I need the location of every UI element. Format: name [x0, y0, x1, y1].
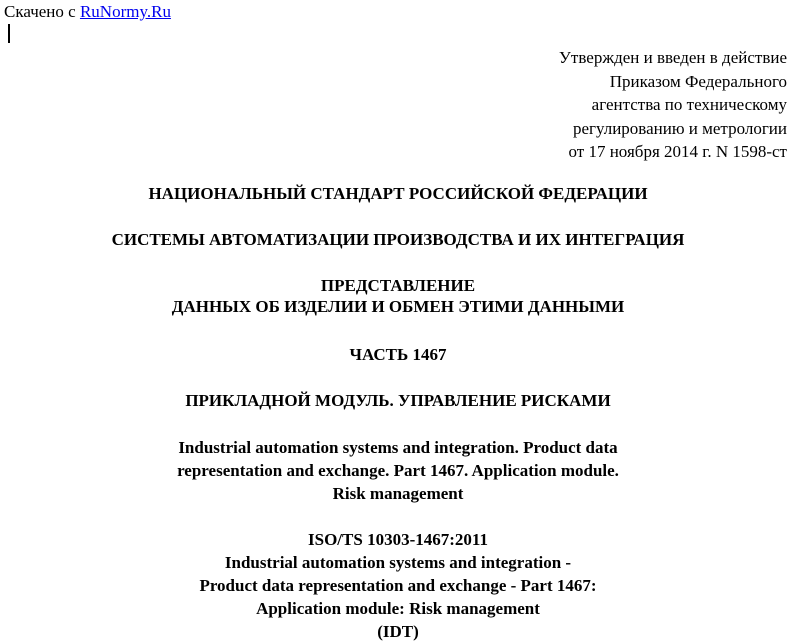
module-title: ПРИКЛАДНОЙ МОДУЛЬ. УПРАВЛЕНИЕ РИСКАМИ [185, 391, 611, 410]
english-title [0, 436, 790, 505]
subject-title [0, 275, 790, 317]
approval-line: Утвержден и введен в действие [558, 48, 787, 67]
iso-number: ISO/TS 10303-1467:2011 [308, 530, 488, 549]
english-title-line: Risk management [332, 484, 464, 503]
source-link[interactable]: RuNormy.Ru [79, 2, 171, 21]
approval-line: Приказом Федерального [609, 71, 787, 91]
part-number: ЧАСТЬ 1467 [349, 345, 447, 364]
iso-reference [0, 528, 790, 643]
approval-line: агентства по техническому [591, 95, 787, 114]
iso-title-line: Industrial automation systems and integration - [224, 553, 572, 572]
english-title-line: representation and exchange. Part 1467. Application module. [177, 461, 619, 480]
iso-title-line: Product data representation and exchange - Part 1467: [199, 576, 597, 595]
english-title-line: Industrial automation systems and integration. Product data [178, 438, 618, 457]
subject-line: ПРЕДСТАВЛЕНИЕ [320, 276, 476, 295]
subject-line: ДАННЫХ ОБ ИЗДЕЛИИ И ОБМЕН ЭТИМИ ДАННЫМИ [171, 297, 625, 316]
source-prefix: Скачено с [4, 2, 80, 21]
approval-block [559, 46, 787, 164]
source-line [4, 2, 171, 22]
iso-title-line: Application module: Risk management [256, 599, 540, 618]
idt-marker: (IDT) [377, 622, 419, 641]
standard-heading: НАЦИОНАЛЬНЫЙ СТАНДАРТ РОССИЙСКОЙ ФЕДЕРАЦИИ [148, 184, 648, 203]
series-title: СИСТЕМЫ АВТОМАТИЗАЦИИ ПРОИЗВОДСТВА И ИХ ИНТЕГРАЦИЯ [111, 230, 685, 249]
approval-line: регулированию и метрологии [572, 118, 787, 138]
text-cursor [8, 24, 10, 43]
approval-line: от 17 ноября 2014 г. N 1598-ст [568, 142, 787, 161]
